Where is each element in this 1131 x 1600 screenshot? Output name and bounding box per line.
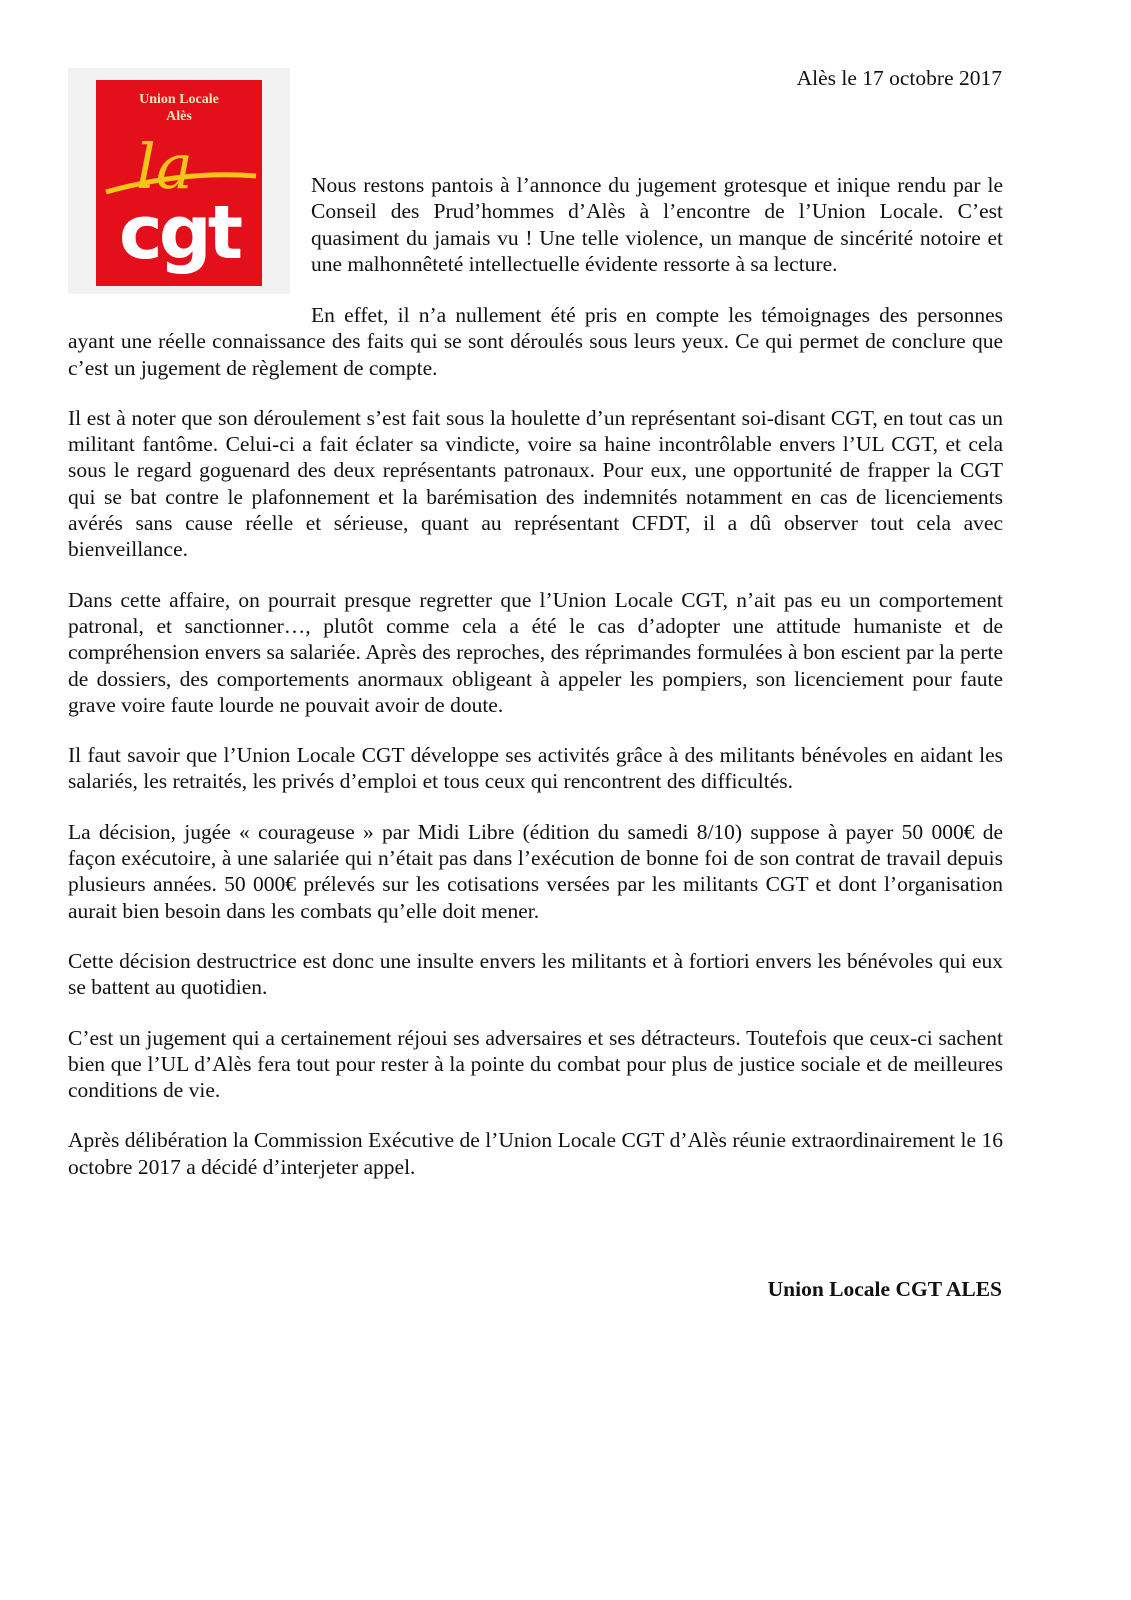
paragraph-activities: Il faut savoir que l’Union Locale CGT développe ses activités grâce à des militants bénévoles en aidant les salariés, les retraités, les privés d’emploi et tous ceux qui rencontrent des difficultés. xyxy=(68,743,1003,794)
letter-body xyxy=(68,302,1003,1204)
cgt-logo-graphic xyxy=(96,80,262,286)
logo-cgt-wordmark: cgt xyxy=(118,190,240,276)
intro-paragraph: Nous restons pantois à l’annonce du jugement grotesque et inique rendu par le Conseil des Prud’hommes d’Alès à l’encontre de l’Union Locale. C’est quasiment du jamais vu ! Une telle violence, un manque de sincérité notoire et une malhonnêteté intellectuelle évidente ressorte à sa lecture. xyxy=(311,173,1003,276)
signature: Union Locale CGT ALES xyxy=(767,1277,1002,1301)
paragraph-representative: Il est à noter que son déroulement s’est fait sous la houlette d’un représentant soi-disant CGT, en tout cas un militant fantôme. Celui-ci a fait éclater sa vindicte, voire sa haine incontrôlable envers l’UL CGT, et cela sous le regard goguenard des deux représentants patronaux. Pour eux, une opportunité de frapper la CGT qui se bat contre le plafonnement et la barémisation des indemnités notamment en cas de licenciements avérés sans cause réelle et sérieuse, quant au représentant CFDT, il a dû observer tout cela avec bienveillance. xyxy=(68,405,1003,562)
paragraph-decision: La décision, jugée « courageuse » par Midi Libre (édition du samedi 8/10) suppose à payer 50 000€ de façon exécutoire, à une salariée qui n’était pas dans l’exécution de bonne foi de son contrat de travail depuis plusieurs années. 50 000€ prélevés sur les cotisations versées par les militants CGT et dont l’organisation aurait bien besoin dans les combats qu’elle doit mener. xyxy=(68,819,1003,923)
cgt-logo xyxy=(68,68,290,294)
logo-ales: Alès xyxy=(166,109,192,124)
letter-date: Alès le 17 octobre 2017 xyxy=(796,66,1002,90)
paragraph-affair: Dans cette affaire, on pourrait presque regretter que l’Union Locale CGT, n’ait pas eu un comportement patronal, et sanctionner…, plutôt comme cela a été le cas d’adopter une attitude humaniste et de compréhension envers sa salariée. Après des reproches, des réprimandes formulées à bon escient par la perte de dossiers, des comportements anormaux obligeant à appeler les pompiers, son licenciement pour faute grave voire faute lourde ne pouvait avoir de doute. xyxy=(68,587,1003,717)
logo-union-locale: Union Locale xyxy=(139,92,219,107)
paragraph-insult: Cette décision destructrice est donc une insulte envers les militants et à fortiori envers les bénévoles qui eux se battent au quotidien. xyxy=(68,948,1003,1000)
paragraph-adversaries: C’est un jugement qui a certainement réjoui ses adversaires et ses détracteurs. Toutefois que ceux-ci sachent bien que l’UL d’Alès fera tout pour rester à la pointe du combat pour plus de justice sociale et de meilleures conditions de vie. xyxy=(68,1025,1003,1103)
logo-la-script: la xyxy=(136,130,193,203)
paragraph-appeal: Après délibération la Commission Exécutive de l’Union Locale CGT d’Alès réunie extraordinairement le 16 octobre 2017 a décidé d’interjeter appel. xyxy=(68,1128,1003,1179)
paragraph-testimonies: En effet, il n’a nullement été pris en compte les témoignages des personnes ayant une réelle connaissance des faits qui se sont déroulés sous leurs yeux. Ce qui permet de conclure que c’est un jugement de règlement de compte. xyxy=(68,303,1003,380)
